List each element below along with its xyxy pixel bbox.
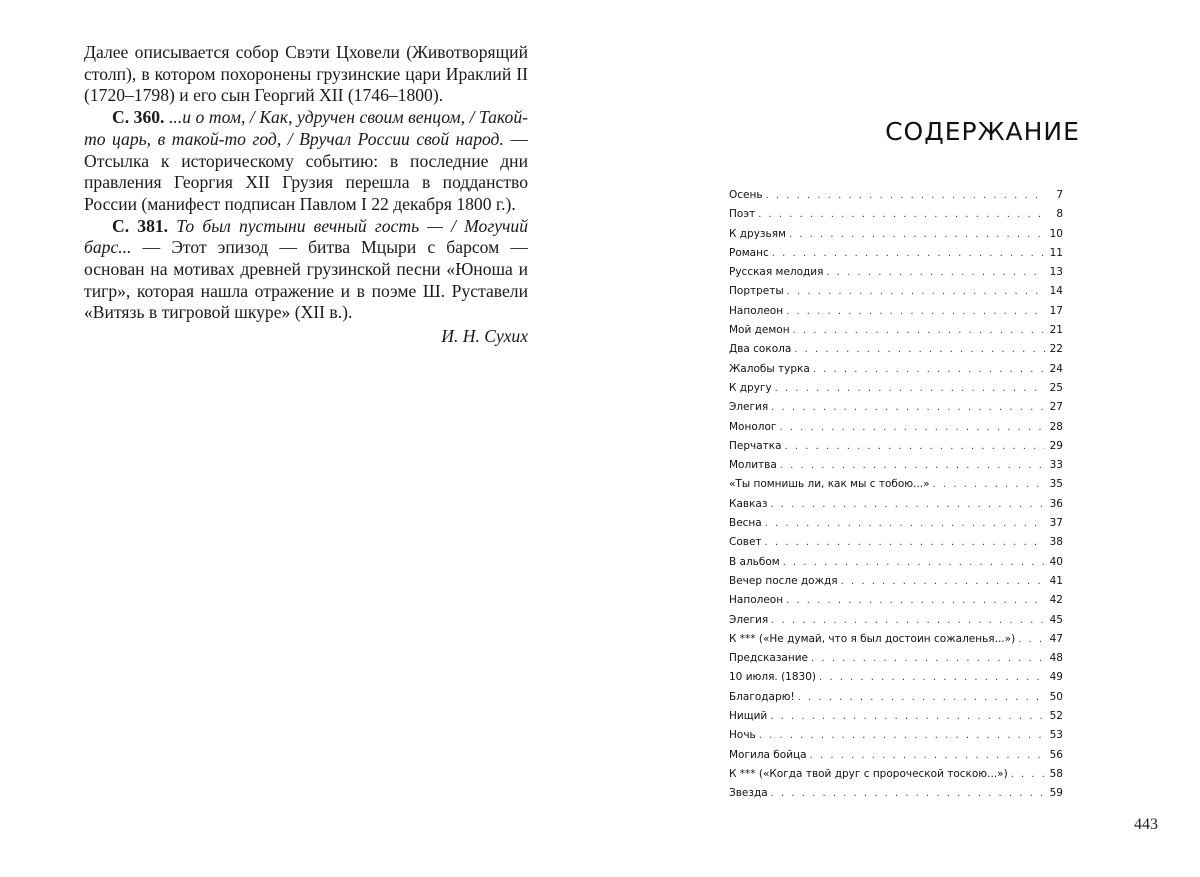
toc-entry-page: 14 bbox=[1049, 285, 1063, 298]
commentary-note bbox=[84, 107, 528, 216]
toc-entry bbox=[729, 572, 1063, 591]
toc-entry-title: Портреты bbox=[729, 285, 784, 298]
toc-entry-title: Могила бойца bbox=[729, 748, 807, 761]
table-of-contents bbox=[729, 186, 1063, 804]
toc-entry bbox=[729, 437, 1063, 456]
toc-entry-title: Ночь bbox=[729, 729, 756, 742]
toc-entry-title: Мой демон bbox=[729, 324, 790, 337]
toc-leader-dots bbox=[811, 649, 1045, 668]
toc-entry-title: Осень bbox=[729, 189, 763, 201]
toc-leader-dots bbox=[771, 784, 1045, 803]
note-reference: С. 381. bbox=[112, 215, 169, 236]
toc-entry-page: 41 bbox=[1049, 574, 1063, 587]
toc-entry bbox=[729, 302, 1063, 321]
toc-entry bbox=[729, 746, 1063, 765]
toc-entry-title: «Ты помнишь ли, как мы с тобою...» bbox=[729, 478, 930, 491]
commentary-text bbox=[84, 42, 528, 348]
toc-entry-title: Вечер после дождя bbox=[729, 574, 838, 587]
toc-leader-dots bbox=[1011, 765, 1045, 784]
toc-leader-dots bbox=[789, 225, 1045, 244]
commentary-paragraph: Далее описывается собор Свэти Цховели (Животворящий столп), в котором похоронены грузинские цари Ираклий II (1720–1798) и его сын Георгий XII (1746–1800). bbox=[84, 42, 528, 106]
toc-leader-dots bbox=[813, 360, 1045, 379]
toc-leader-dots bbox=[765, 514, 1045, 533]
toc-entry-page: 24 bbox=[1049, 362, 1063, 375]
toc-leader-dots bbox=[780, 456, 1045, 475]
toc-title: СОДЕРЖАНИЕ bbox=[885, 116, 1080, 146]
toc-entry bbox=[729, 205, 1063, 224]
page-number: 443 bbox=[1134, 816, 1158, 833]
toc-leader-dots bbox=[775, 379, 1045, 398]
toc-leader-dots bbox=[771, 611, 1045, 630]
toc-leader-dots bbox=[758, 205, 1045, 224]
toc-entry-title: Наполеон bbox=[729, 304, 784, 317]
toc-entry-title: Весна bbox=[729, 517, 762, 530]
toc-entry bbox=[729, 495, 1063, 514]
note-quote: То был пустыни вечный гость — / Могучий барс... bbox=[84, 215, 528, 258]
toc-entry-title: К другу bbox=[729, 381, 772, 394]
toc-leader-dots bbox=[786, 302, 1045, 321]
toc-entry bbox=[729, 707, 1063, 726]
toc-entry bbox=[729, 688, 1063, 707]
toc-leader-dots bbox=[841, 572, 1045, 591]
note-reference: С. 360. bbox=[112, 107, 165, 128]
toc-entry bbox=[729, 553, 1063, 572]
toc-entry-title: Два сокола bbox=[729, 343, 792, 356]
toc-entry-title: Романс bbox=[729, 246, 769, 259]
toc-entry bbox=[729, 514, 1063, 533]
toc-entry bbox=[729, 225, 1063, 244]
toc-leader-dots bbox=[765, 533, 1045, 552]
toc-leader-dots bbox=[1018, 630, 1045, 649]
toc-entry-title: К *** («Когда твой друг с пророческой тоскою...») bbox=[729, 767, 1008, 780]
toc-entry-title: Молитва bbox=[729, 459, 777, 472]
toc-entry-title: Элегия bbox=[729, 401, 769, 414]
toc-entry-title: Поэт bbox=[729, 208, 756, 221]
toc-entry-page: 7 bbox=[1056, 189, 1063, 201]
toc-entry bbox=[729, 321, 1063, 340]
toc-entry bbox=[729, 263, 1063, 282]
toc-entry-page: 25 bbox=[1049, 381, 1063, 394]
toc-entry-page: 8 bbox=[1056, 208, 1063, 221]
toc-entry-page: 48 bbox=[1049, 652, 1063, 665]
toc-entry-page: 53 bbox=[1049, 729, 1063, 742]
toc-entry-title: Предсказание bbox=[729, 652, 808, 665]
toc-entry-page: 21 bbox=[1049, 324, 1063, 337]
toc-entry-title: Совет bbox=[729, 536, 762, 549]
toc-leader-dots bbox=[819, 668, 1045, 687]
toc-leader-dots bbox=[787, 282, 1045, 301]
toc-leader-dots bbox=[933, 475, 1045, 494]
toc-entry-title: Наполеон bbox=[729, 594, 784, 607]
toc-entry-page: 29 bbox=[1049, 439, 1063, 452]
toc-entry-page: 36 bbox=[1049, 497, 1063, 510]
toc-entry-title: 10 июля. (1830) bbox=[729, 671, 816, 684]
toc-entry bbox=[729, 360, 1063, 379]
toc-entry bbox=[729, 726, 1063, 745]
toc-entry bbox=[729, 611, 1063, 630]
toc-entry-title: Монолог bbox=[729, 420, 777, 433]
toc-leader-dots bbox=[783, 553, 1045, 572]
note-quote: ...и о том, / Как, удручен своим венцом, / Такой-то царь, в такой-то год, / Вручал России свой народ. bbox=[84, 107, 528, 149]
toc-leader-dots bbox=[826, 263, 1045, 282]
toc-entry bbox=[729, 186, 1063, 205]
toc-entry bbox=[729, 475, 1063, 494]
toc-entry bbox=[729, 533, 1063, 552]
toc-entry-page: 37 bbox=[1049, 517, 1063, 530]
toc-entry-page: 47 bbox=[1049, 632, 1063, 645]
toc-entry-title: Жалобы турка bbox=[729, 362, 810, 375]
toc-entry-page: 42 bbox=[1049, 594, 1063, 607]
toc-leader-dots bbox=[785, 437, 1045, 456]
toc-leader-dots bbox=[766, 186, 1045, 205]
toc-entry bbox=[729, 418, 1063, 437]
toc-entry-page: 11 bbox=[1049, 246, 1063, 259]
toc-leader-dots bbox=[786, 591, 1045, 610]
toc-entry-page: 13 bbox=[1049, 266, 1063, 279]
toc-entry-page: 52 bbox=[1049, 710, 1063, 723]
toc-entry-page: 35 bbox=[1049, 478, 1063, 491]
toc-entry-title: Элегия bbox=[729, 613, 769, 626]
toc-entry bbox=[729, 244, 1063, 263]
toc-entry bbox=[729, 630, 1063, 649]
toc-entry-page: 22 bbox=[1049, 343, 1063, 356]
toc-leader-dots bbox=[793, 321, 1045, 340]
toc-entry-page: 33 bbox=[1049, 459, 1063, 472]
toc-leader-dots bbox=[794, 340, 1045, 359]
toc-entry bbox=[729, 398, 1063, 417]
toc-entry-title: Нищий bbox=[729, 710, 768, 723]
toc-leader-dots bbox=[810, 746, 1045, 765]
toc-entry bbox=[729, 784, 1063, 803]
note-text: — Отсылка к историческому событию: в последние дни правления Георгия XII Грузия перешла в подданство России (манифест подписан Павлом I 22 декабря 1800 г.). bbox=[84, 128, 528, 214]
toc-entry-page: 59 bbox=[1049, 787, 1063, 800]
toc-leader-dots bbox=[759, 726, 1045, 745]
toc-entry bbox=[729, 765, 1063, 784]
toc-entry-page: 58 bbox=[1049, 767, 1063, 780]
toc-leader-dots bbox=[771, 398, 1045, 417]
right-page bbox=[600, 0, 1200, 877]
toc-entry bbox=[729, 649, 1063, 668]
author-signature: И. Н. Сухих bbox=[441, 326, 528, 347]
toc-entry-title: К друзьям bbox=[729, 227, 786, 240]
toc-leader-dots bbox=[798, 688, 1045, 707]
toc-entry-page: 27 bbox=[1049, 401, 1063, 414]
toc-entry-title: Звезда bbox=[729, 787, 768, 800]
toc-entry-page: 28 bbox=[1049, 420, 1063, 433]
toc-entry-title: Благодарю! bbox=[729, 690, 795, 703]
note-text: — Этот эпизод — битва Мцыри с барсом — основан на мотивах древней грузинской песни «Юноша и тигр», которая нашла отражение и в поэме Ш. Руставели «Витязь в тигровой шкуре» (XII в.). bbox=[84, 237, 528, 323]
toc-entry-page: 49 bbox=[1049, 671, 1063, 684]
toc-entry-title: К *** («Не думай, что я был достоин сожаленья...») bbox=[729, 632, 1016, 645]
toc-entry bbox=[729, 282, 1063, 301]
toc-entry-page: 10 bbox=[1049, 227, 1063, 240]
toc-entry-page: 50 bbox=[1049, 690, 1063, 703]
toc-leader-dots bbox=[779, 418, 1045, 437]
toc-entry-page: 56 bbox=[1049, 748, 1063, 761]
toc-leader-dots bbox=[772, 244, 1045, 263]
toc-entry-page: 40 bbox=[1049, 555, 1063, 568]
toc-entry bbox=[729, 340, 1063, 359]
toc-entry-page: 45 bbox=[1049, 613, 1063, 626]
toc-entry-title: Кавказ bbox=[729, 497, 768, 510]
toc-entry-title: Русская мелодия bbox=[729, 266, 824, 279]
toc-entry-page: 17 bbox=[1049, 304, 1063, 317]
toc-entry bbox=[729, 379, 1063, 398]
toc-entry-title: В альбом bbox=[729, 555, 780, 568]
toc-entry bbox=[729, 456, 1063, 475]
toc-entry-title: Перчатка bbox=[729, 439, 782, 452]
toc-entry-page: 38 bbox=[1049, 536, 1063, 549]
toc-leader-dots bbox=[770, 707, 1045, 726]
toc-leader-dots bbox=[770, 495, 1045, 514]
toc-entry bbox=[729, 591, 1063, 610]
toc-entry bbox=[729, 668, 1063, 687]
commentary-note bbox=[84, 216, 528, 325]
